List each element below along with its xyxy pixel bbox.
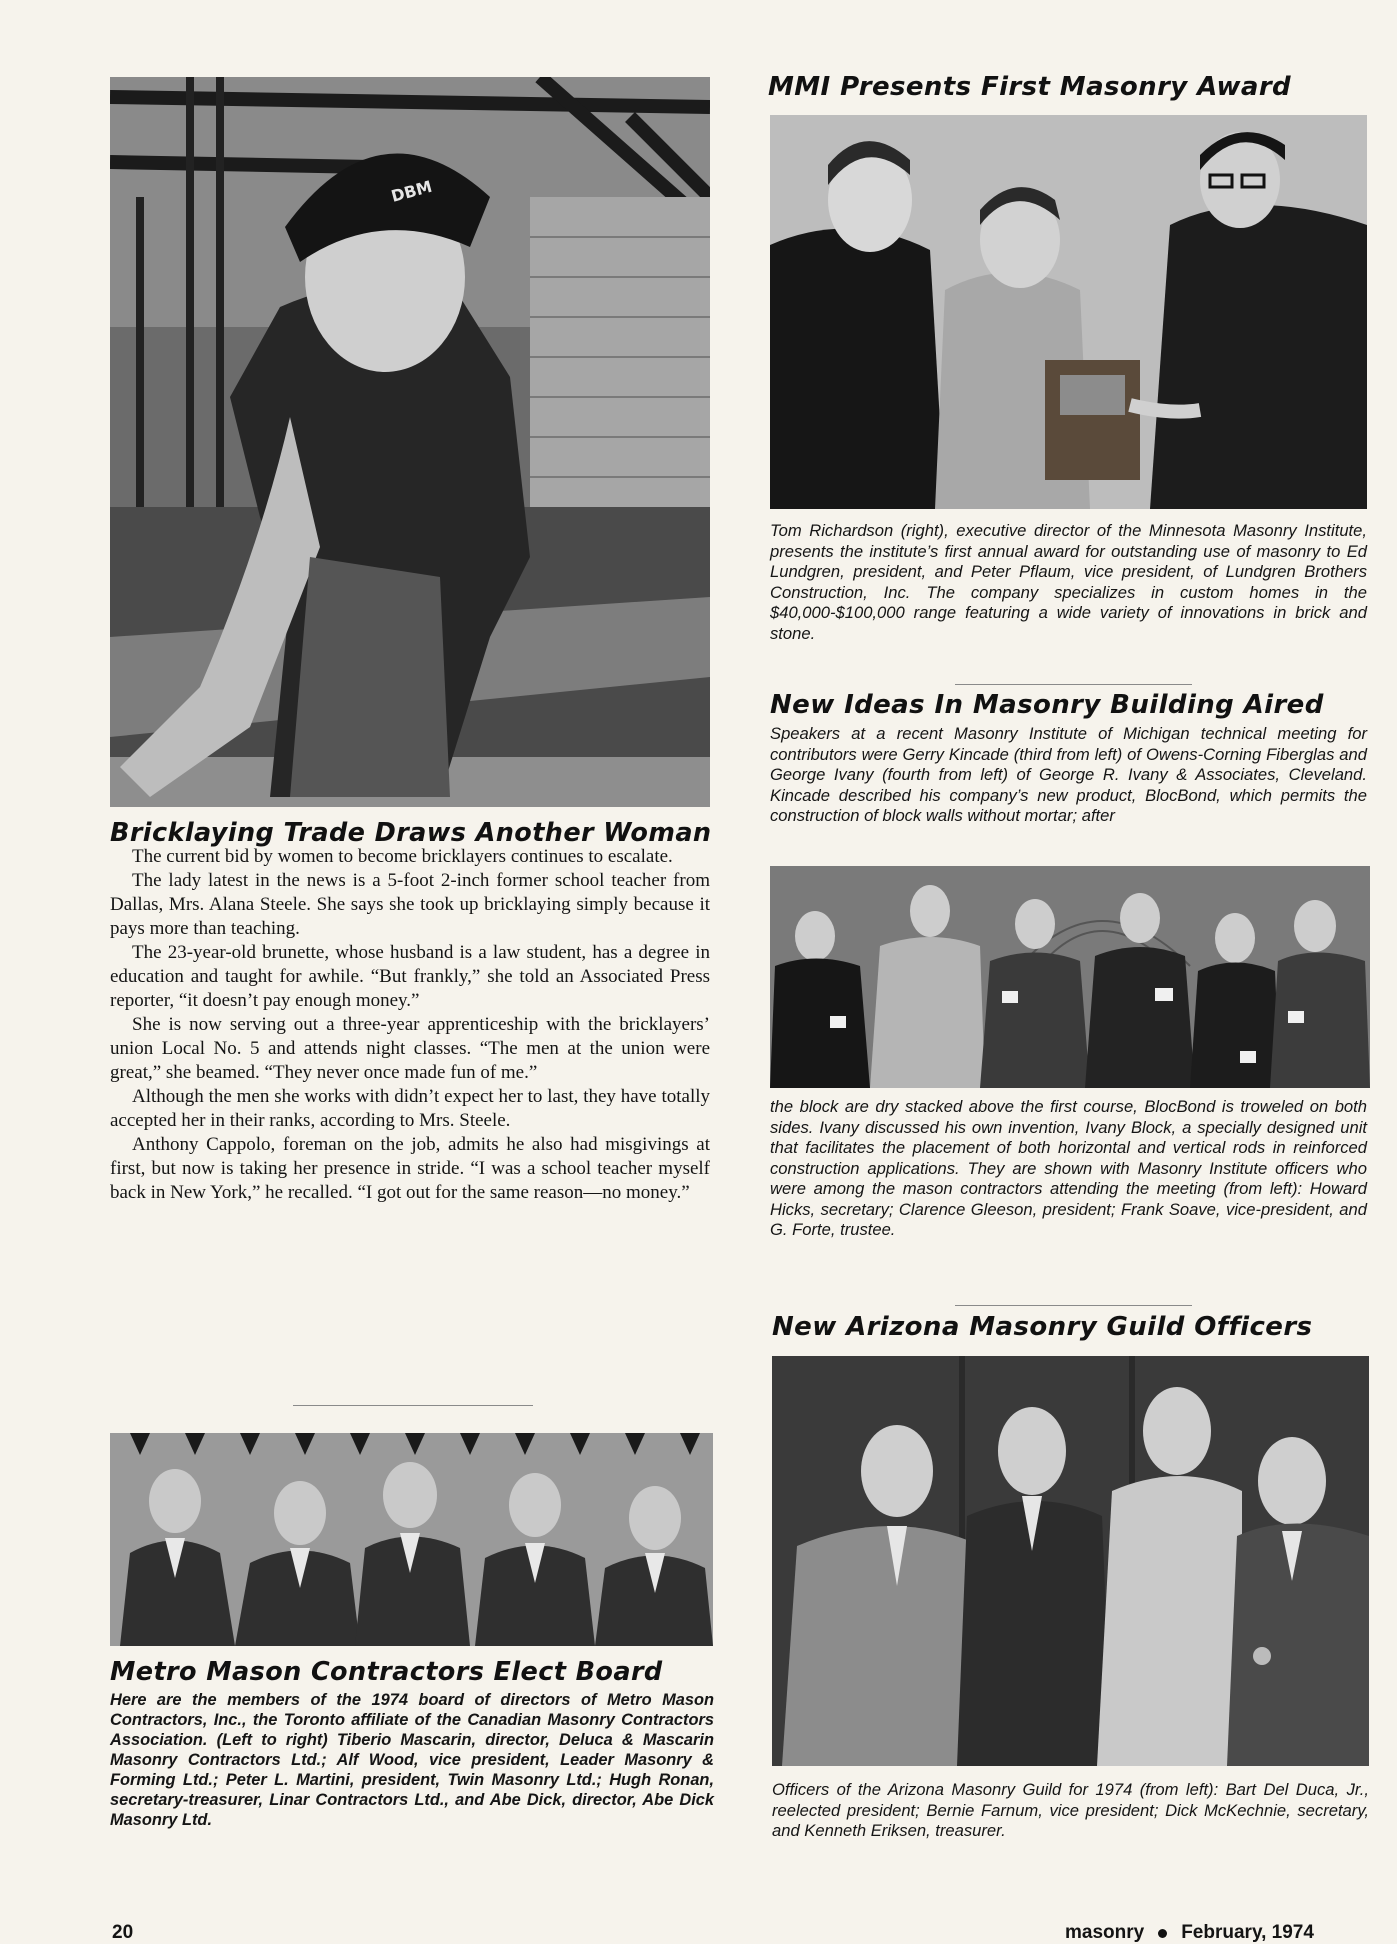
section-divider <box>955 1305 1192 1306</box>
ideas-caption-bottom: the block are dry stacked above the first course, BlocBond is troweled on both sides. Ivany discussed his own invention, Ivany Block, a specially designed unit that facilitates the placement of both horizontal and vertical rods in reinforced construction applications. They are shown with Masonry Institute officers who were among the mason contractors attending the meeting (from left): Howard Hicks, secretary; Clarence Gleeson, president; Frank Soave, vice-president, and G. Forte, trustee. <box>770 1097 1367 1239</box>
magazine-name: masonry <box>1065 1922 1145 1943</box>
metro-board-photo <box>110 1433 713 1646</box>
mmi-headline: MMI Presents First Masonry Award <box>768 72 1292 102</box>
ideas-caption-top: Speakers at a recent Masonry Institute of Michigan technical meeting for contributors were Gerry Kincade (third from left) of Owens-Corning Fiberglas and George Ivany (fourth from left) of George R. Ivany & Associates, Cleveland. Kincade described his company’s new product, BlocBond, which permits the construction of block walls without mortar; after <box>770 724 1367 825</box>
hardhat-lettering: DBM <box>389 176 435 206</box>
bricklaying-headline: Bricklaying Trade Draws Another Woman <box>110 818 712 848</box>
bricklaying-paragraph: The lady latest in the news is a 5-foot 2-inch former school teacher from Dallas, Mrs. Alana Steele. She says she took up bricklaying simply because it pays more than teaching. <box>110 870 710 939</box>
bricklaying-paragraph: The current bid by women to become bricklayers continues to escalate. <box>132 846 673 867</box>
metro-caption: Here are the members of the 1974 board of directors of Metro Mason Contractors, Inc., the Toronto affiliate of the Canadian Masonry Contractors Association. (Left to right) Tiberio Mascarin, director, Deluca & Mascarin Masonry Contractors Ltd.; Alf Wood, vice president, Leader Masonry & Forming Ltd.; Peter L. Martini, president, Twin Masonry Ltd.; Hugh Ronan, secretary-treasurer, Linar Contractors Ltd., and Abe Dick, director, Abe Dick Masonry Ltd. <box>110 1691 714 1829</box>
ideas-headline: New Ideas In Masonry Building Aired <box>770 690 1324 720</box>
arizona-officers-photo <box>772 1356 1369 1766</box>
mmi-caption: Tom Richardson (right), executive director of the Minnesota Masonry Institute, presents the institute’s first annual award for outstanding use of masonry to Ed Lundgren, president, and Peter Pflaum, vice president, of Lundgren Brothers Construction, Inc. The company specializes in custom homes in the $40,000-$100,000 range featuring a wide variety of innovations in brick and stone. <box>770 521 1367 643</box>
issue-date: February, 1974 <box>1181 1922 1314 1943</box>
section-divider <box>955 684 1192 685</box>
section-divider <box>293 1405 533 1406</box>
ideas-meeting-photo <box>770 866 1370 1088</box>
arizona-caption: Officers of the Arizona Masonry Guild for 1974 (from left): Bart Del Duca, Jr., reelected president; Bernie Farnum, vice president; Dick McKechnie, secretary, and Kenneth Eriksen, treasurer. <box>772 1780 1369 1840</box>
arizona-headline: New Arizona Masonry Guild Officers <box>772 1312 1313 1342</box>
bricklaying-paragraph: Although the men she works with didn’t expect her to last, they have totally accepted her in their ranks, according to Mrs. Steele. <box>110 1086 710 1131</box>
bricklaying-body <box>110 845 710 1205</box>
bricklayer-photo <box>110 77 710 807</box>
bricklaying-paragraph: Anthony Cappolo, foreman on the job, admits he also had misgivings at first, but now is taking her presence in stride. “I was a school teacher myself back in New York,” he recalled. “I got out for the same reason—no money.” <box>110 1134 710 1203</box>
metro-headline: Metro Mason Contractors Elect Board <box>110 1657 663 1687</box>
bullet-icon <box>1158 1929 1167 1938</box>
mmi-award-photo <box>770 115 1367 509</box>
bricklaying-paragraph: The 23-year-old brunette, whose husband is a law student, has a degree in education and taught for awhile. “But frankly,” she told an Associated Press reporter, “it doesn’t pay enough money.” <box>110 942 710 1011</box>
bricklaying-paragraph: She is now serving out a three-year apprenticeship with the bricklayers’ union Local No. 5 and attends night classes. “The men at the union were great,” she beamed. “They never once made fun of me.” <box>110 1014 710 1083</box>
page-number: 20 <box>112 1922 134 1943</box>
